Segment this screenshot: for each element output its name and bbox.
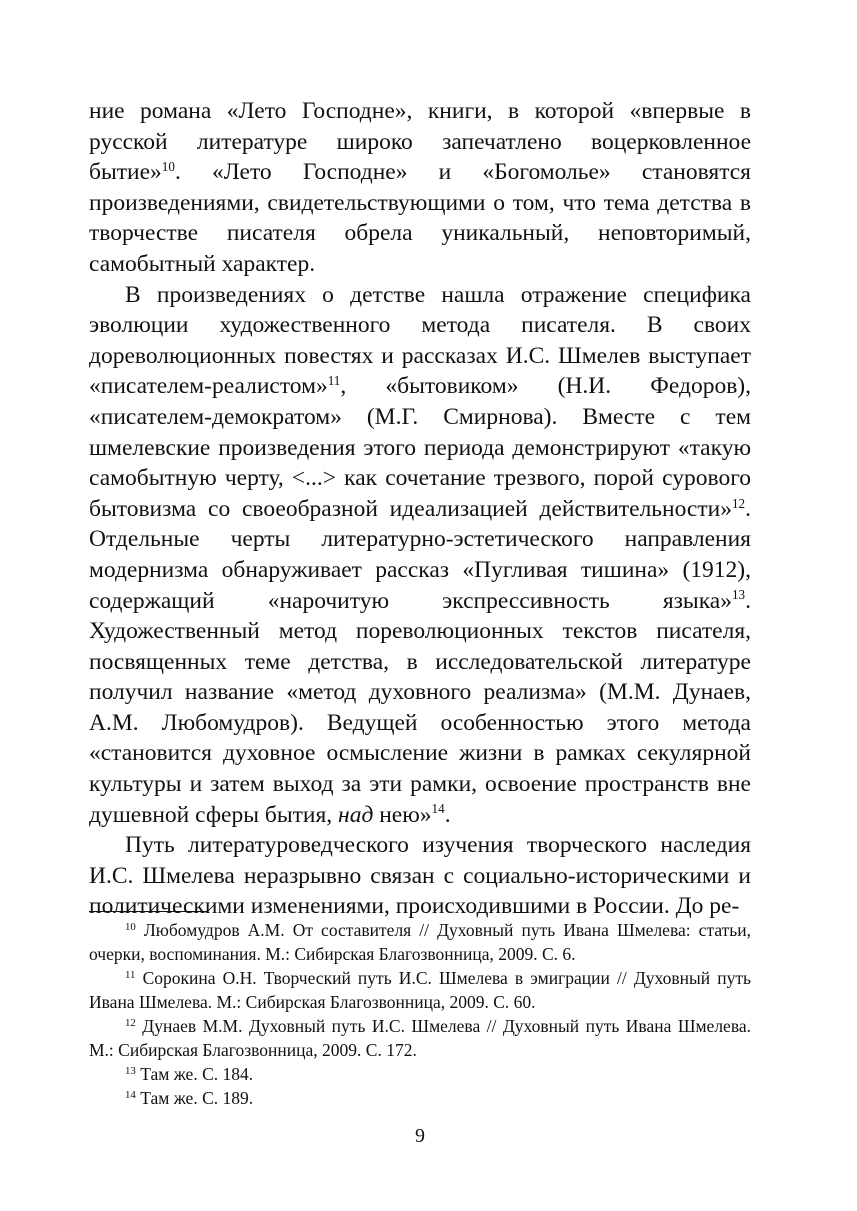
- footnote-separator: [89, 911, 207, 912]
- footnote-ref-12[interactable]: 12: [731, 495, 746, 511]
- page-number: 9: [415, 1125, 425, 1147]
- footnote-number: 14: [125, 1088, 136, 1101]
- footnote-number: 11: [125, 968, 136, 981]
- text-run: ние романа «Лето Господне», книги, в которой «впервые в русской литературе широко запечатлено воцерковленное бытие»: [89, 98, 751, 186]
- footnote-11: [89, 966, 751, 1014]
- footnote-text: Дунаев М.М. Духовный путь И.С. Шмелева // Духовный путь Ивана Шмелева. М.: Сибирская Благозвонница, 2009. С. 172.: [89, 1016, 751, 1060]
- footnote-ref-10[interactable]: 10: [161, 159, 175, 175]
- footnote-14: [89, 1086, 751, 1110]
- footnote-text: Там же. С. 184.: [135, 1064, 254, 1084]
- footnote-number: 13: [125, 1064, 136, 1077]
- text-run: . «Лето Господне» и «Богомолье» становятся произведениями, свидетельствующими о том, что тема детства в творчестве писателя обрела уникальный, неповторимый, самобытный характер.: [89, 159, 751, 277]
- footnote-text: Любомудров А.М. От составителя // Духовный путь Ивана Шмелева: статьи, очерки, воспоминания. М.: Сибирская Благозвонница, 2009. С. 6.: [89, 920, 751, 964]
- text-run: . Отдельные черты литературно-эстетического направления модернизма обнаруживает рассказ «Пугливая тишина» (1912), содержащий «нарочитую экспрессивность языка»: [89, 495, 751, 614]
- footnote-ref-14[interactable]: 14: [431, 801, 445, 817]
- paragraph-1: [89, 96, 751, 280]
- footnote-ref-11[interactable]: 11: [327, 373, 341, 389]
- text-run: . Художественный метод пореволюционных текстов писателя, посвященных теме детства, в исследовательской литературе получил название «метод духовного реализма» (М.М. Дунаев, А.М. Любомудров). Ведущей особенностью этого метода «становится духовное осмысление жизни в рамках секулярной культуры и затем выход за эти рамки, освоение пространств вне душевной сферы бытия,: [89, 587, 751, 828]
- paragraph-3: [89, 830, 751, 922]
- footnote-number: 12: [125, 1016, 136, 1029]
- text-run: нею»: [373, 801, 432, 828]
- footnote-12: [89, 1014, 751, 1062]
- text-run: В произведениях о детстве нашла отражение специфика эволюции художественного метода писателя. В своих дореволюционных повестях и рассказах И.С. Шмелев выступает «писателем-реалистом»: [89, 281, 751, 400]
- text-run: Путь литературоведческого изучения творческого наследия И.С. Шмелева неразрывно связан с социально-историческими и политическими изменениями, происходившими в России. До ре-: [89, 832, 751, 920]
- text-run: .: [444, 801, 451, 828]
- body-text: [89, 96, 751, 922]
- text-run: , «бытовиком» (Н.И. Федоров), «писателем-демократом» (М.Г. Смирнова). Вместе с тем шмелевские произведения этого периода демонстрируют «такую самобытную черту, <...> как сочетание трезвого, порой сурового бытовизма со своеобразной идеализацией действительности»: [89, 373, 751, 522]
- footnotes: [89, 918, 751, 1110]
- paragraph-2: [89, 280, 751, 831]
- italic-word: над: [338, 801, 374, 828]
- footnote-number: 10: [125, 920, 136, 933]
- footnote-10: [89, 918, 751, 966]
- footnote-text: Там же. С. 189.: [135, 1088, 254, 1108]
- footnote-text: Сорокина О.Н. Творческий путь И.С. Шмелева в эмиграции // Духовный путь Ивана Шмелева. М.: Сибирская Благозвонница, 2009. С. 60.: [89, 968, 751, 1012]
- footnote-13: [89, 1062, 751, 1086]
- footnote-ref-13[interactable]: 13: [731, 587, 746, 603]
